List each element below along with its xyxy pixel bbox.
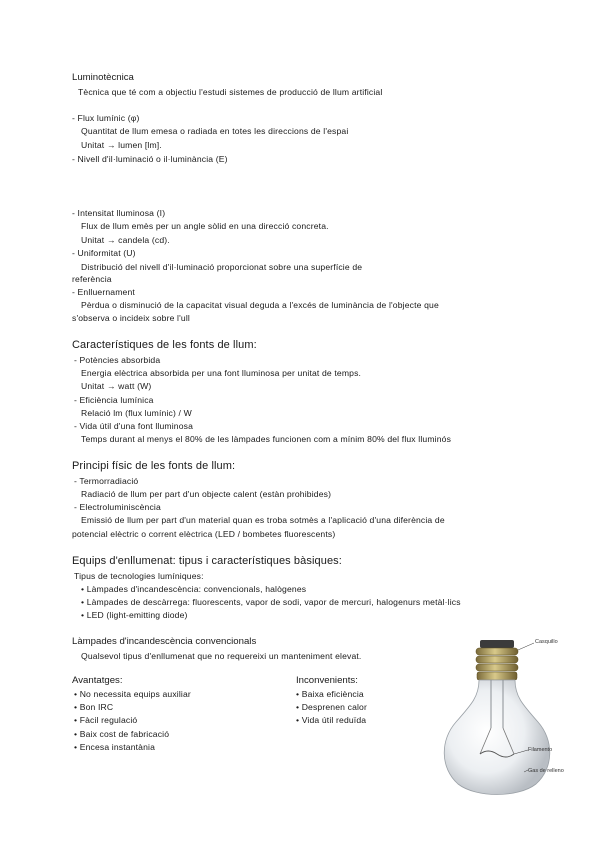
list-item: • Bon IRC [74,702,114,712]
list-item: • Làmpades d'incandescència: convencionals, halògenes [81,584,307,594]
avantatges-title: Avantatges: [72,675,123,686]
label-base: Casquillo [535,639,558,645]
section-title-luminotecnica: Luminotècnica [72,72,134,83]
text-line: - Flux lumínic (φ) [72,113,140,123]
text-line: Flux de llum emès per un angle sòlid en una direcció concreta. [81,221,329,231]
text-line: Unitat → watt (W) [81,381,152,391]
text-line: Unitat → candela (cd). [81,235,170,245]
text-line: Unitat → lumen [lm]. [81,140,162,150]
text-line: - Enlluernament [72,287,135,297]
inconvenients-title: Inconvenients: [296,675,358,686]
list-item: • LED (light-emitting diode) [81,610,188,620]
list-item: • Encesa instantània [74,742,156,752]
list-item: • Baixa eficiència [296,689,364,699]
text-line: Qualsevol tipus d'enllumenat que no requereixi un manteniment elevat. [81,651,362,661]
incandescent-bulb-figure [428,636,576,796]
text-line: Relació lm (flux lumínic) / W [81,408,192,418]
text-line: s'observa o incideix sobre l'ull [72,313,190,323]
text-line: - Termorradiació [74,476,139,486]
list-item: • Desprenen calor [296,702,368,712]
text-line: Pèrdua o disminució de la capacitat visual deguda a l'excés de luminància de l'objecte que [81,300,439,310]
text-line: Tipus de tecnologies lumíniques: [74,571,204,581]
text-line: - Uniformitat (U) [72,248,136,258]
section-title-caracteristiques: Característiques de les fonts de llum: [72,339,257,351]
text-line: potencial elèctric o corrent elèctrica (LED / bombetes fluorescents) [72,529,336,539]
label-gas: Gas de relleno [528,768,564,774]
text-line: - Nivell d'il·luminació o il·luminància (E) [72,154,228,164]
text-line: Quantitat de llum emesa o radiada en totes les direccions de l'espai [81,126,349,136]
section-title-principi: Principi físic de les fonts de llum: [72,460,236,472]
list-item: • Fàcil regulació [74,715,138,725]
text-line: Energia elèctrica absorbida per una font lluminosa per unitat de temps. [81,368,362,378]
section-title-incandescencia: Làmpades d'incandescència convencionals [72,636,257,647]
list-item: • Baix cost de fabricació [74,729,170,739]
list-item: • No necessita equips auxiliar [74,689,191,699]
text-line: Emissió de llum per part d'un material quan es troba sotmès a l'aplicació d'una diferència de [81,515,445,525]
text-line: - Potències absorbida [74,355,161,365]
text-line: Radiació de llum per part d'un objecte calent (estàn prohibides) [81,489,332,499]
text-line: - Vida útil d'una font lluminosa [74,421,194,431]
label-filament: Filamento [528,747,553,753]
section-title-equips: Equips d'enllumenat: tipus i característiques bàsiques: [72,555,342,567]
text-line: Distribució del nivell d'il·luminació proporcionat sobre una superfície de [81,262,363,272]
text-line: - Electroluminiscència [74,502,161,512]
list-item: • Làmpades de descàrrega: fluorescents, vapor de sodi, vapor de mercuri, halogenurs metàl·lics [81,597,461,607]
list-item: • Vida útil reduïda [296,715,367,725]
text-line: referència [72,274,112,284]
text-line: Tècnica que té com a objectiu l'estudi sistemes de producció de llum artificial [78,87,383,97]
text-line: - Intensitat lluminosa (I) [72,208,166,218]
text-line: - Eficiència lumínica [74,395,154,405]
text-line: Temps durant al menys el 80% de les làmpades funcionen com a mínim 80% del flux lluminós [81,434,452,444]
